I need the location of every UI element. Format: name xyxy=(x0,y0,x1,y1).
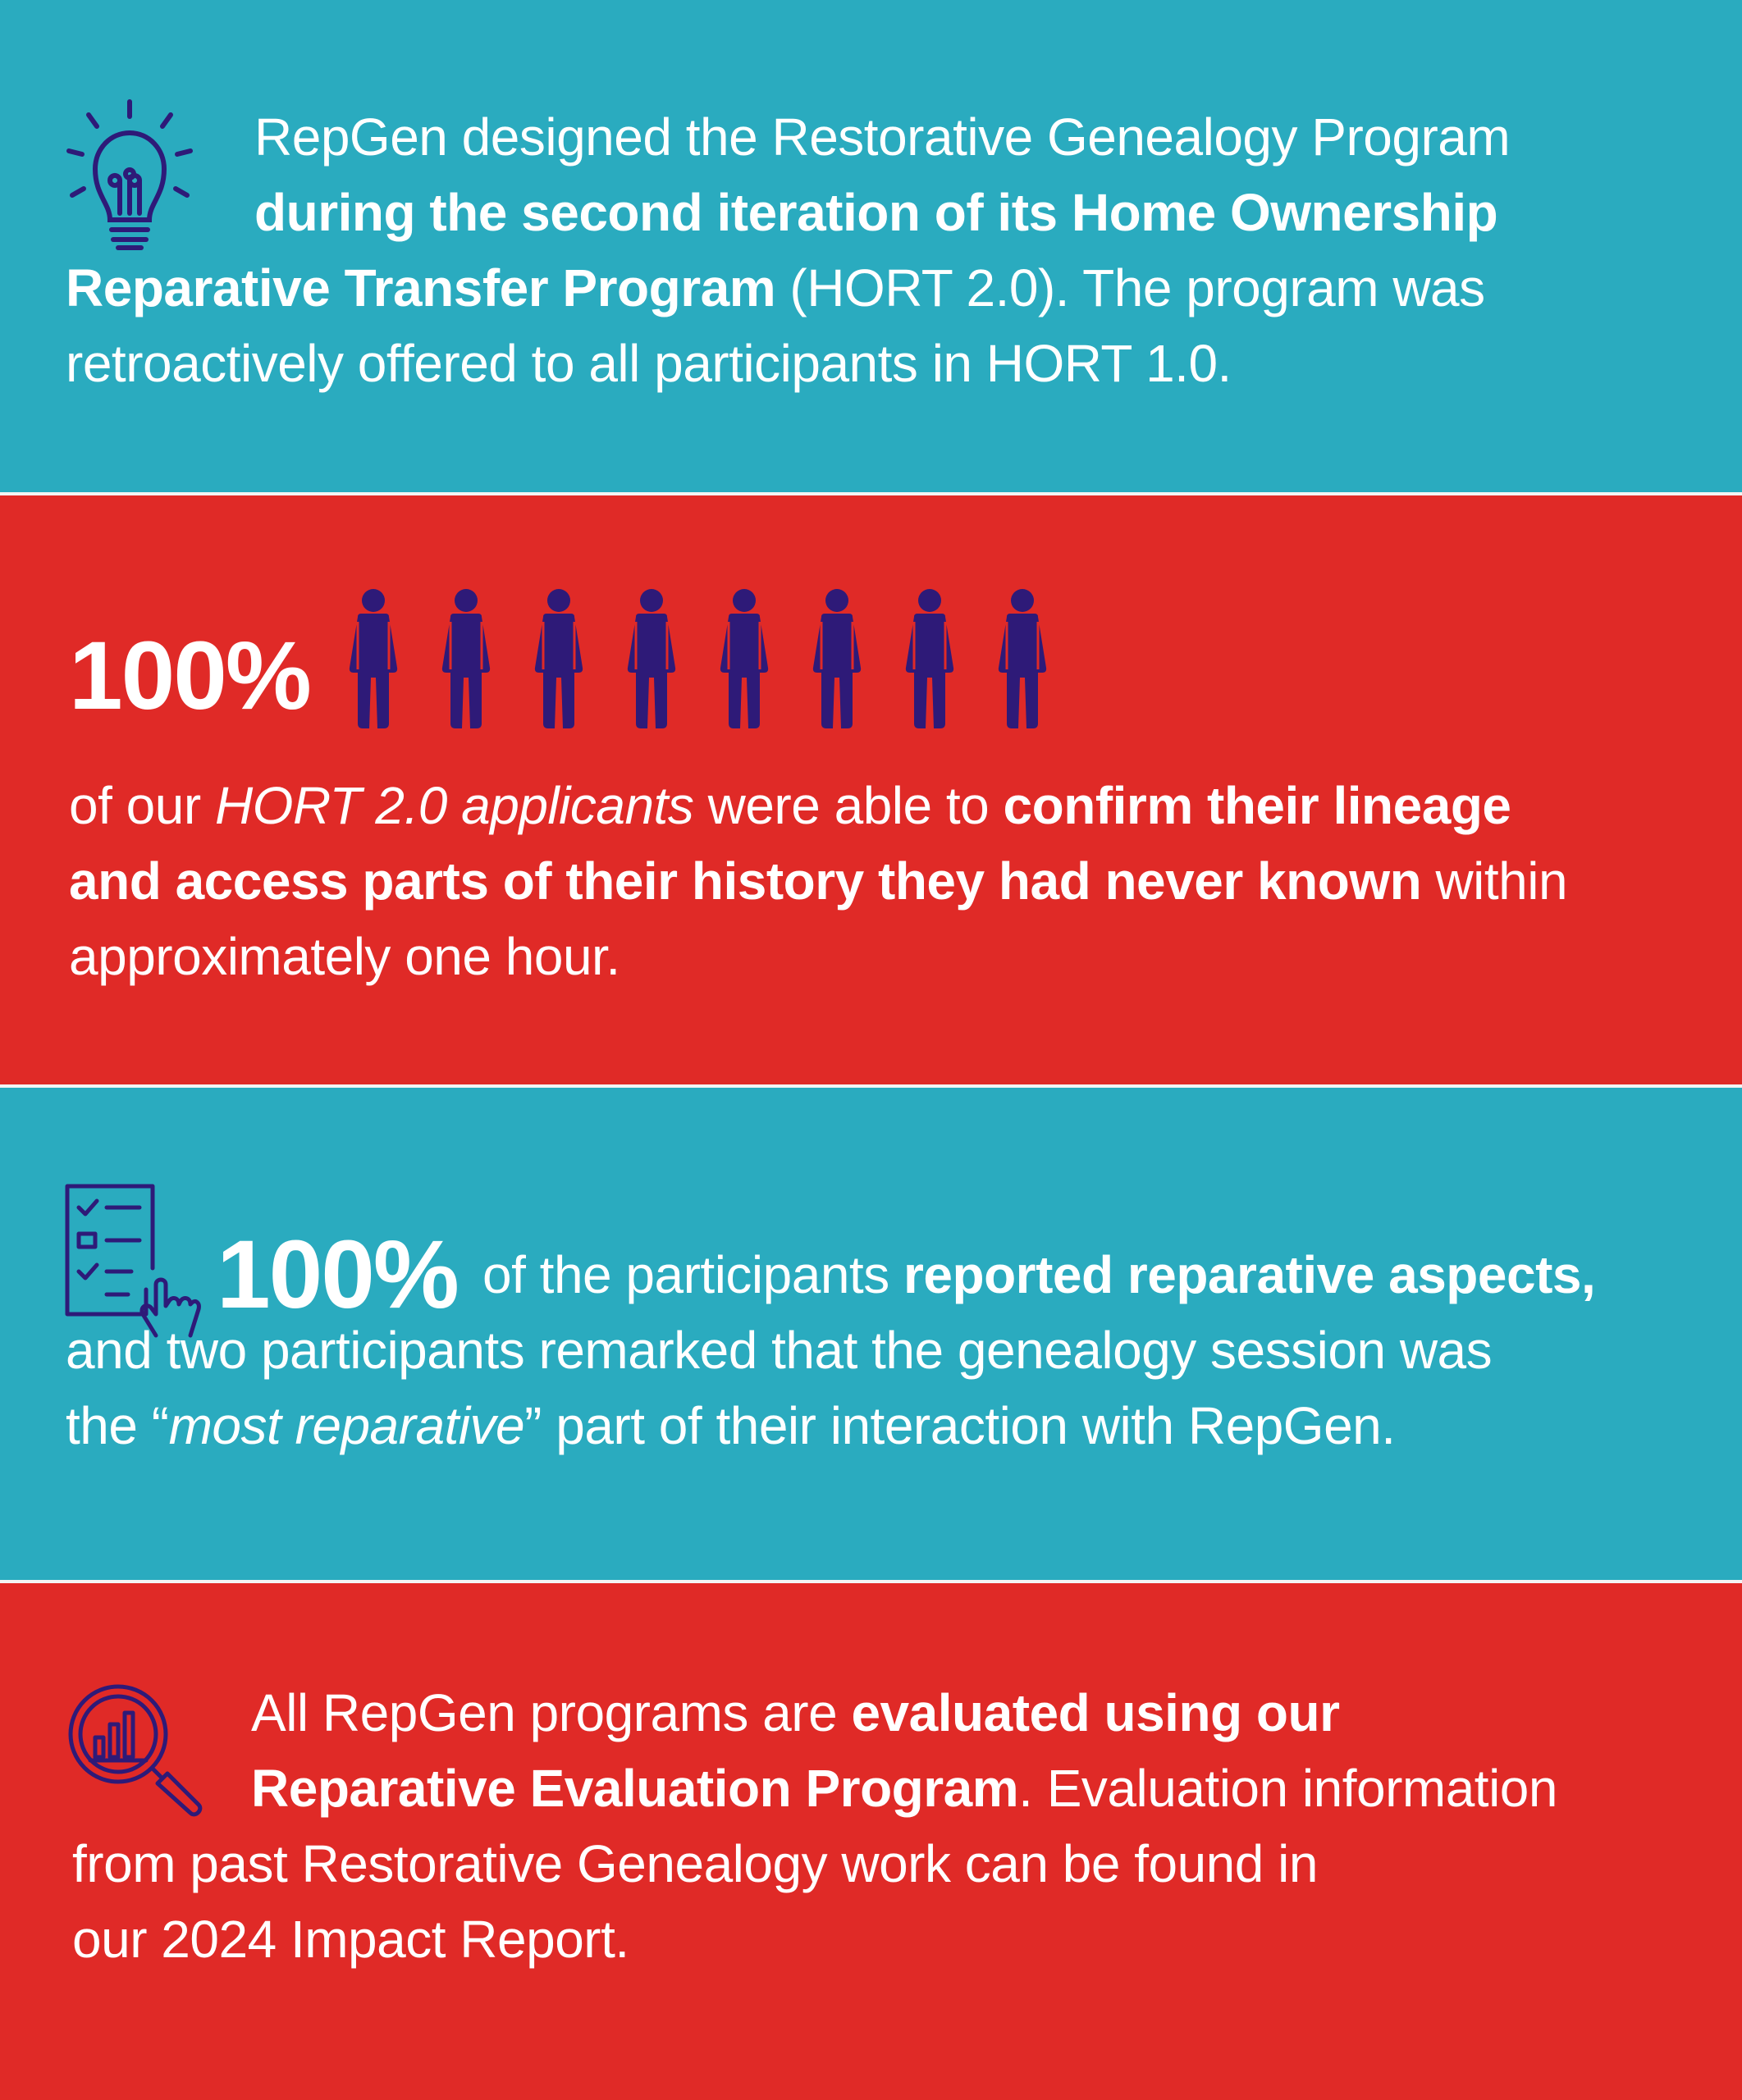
reparative-text-1: of the participants xyxy=(482,1245,889,1304)
person-icon xyxy=(530,589,588,728)
evaluation-text-2: . Evaluation information xyxy=(1018,1759,1557,1818)
section-evaluation xyxy=(0,1583,1742,2100)
person-icon xyxy=(994,589,1051,728)
intro-bold-2: Reparative Transfer Program xyxy=(66,258,776,317)
reparative-italic: most reparative xyxy=(168,1396,525,1455)
reparative-text-2: and two participants remarked that the genealogy session was xyxy=(66,1321,1493,1380)
person-icon xyxy=(623,589,680,728)
evaluation-bold-2: Reparative Evaluation Program xyxy=(251,1759,1019,1818)
section-intro xyxy=(0,0,1742,492)
person-icon xyxy=(437,589,495,728)
evaluation-text-3: from past Restorative Genealogy work can be found in xyxy=(72,1834,1318,1893)
reparative-text xyxy=(66,1237,1707,1463)
section-lineage xyxy=(0,495,1742,1084)
lineage-bold-1: confirm their lineage xyxy=(1003,776,1511,835)
reparative-text-4: ” part of their interaction with RepGen. xyxy=(524,1396,1396,1455)
lineage-text-1: of our xyxy=(69,776,201,835)
reparative-stat: 100% xyxy=(217,1221,458,1329)
intro-bold-1: during the second iteration of its Home Ownership xyxy=(254,183,1498,242)
lineage-bold-2: and access parts of their history they had never known xyxy=(69,851,1422,911)
person-icon xyxy=(345,589,402,728)
intro-text xyxy=(66,99,1690,401)
person-icon xyxy=(901,589,958,728)
evaluation-text-1: All RepGen programs are xyxy=(251,1683,838,1742)
lineage-text-3: within xyxy=(1435,851,1568,911)
evaluation-text xyxy=(72,1675,1697,1977)
intro-line-1: RepGen designed the Restorative Genealogy Program xyxy=(254,107,1511,167)
person-icon xyxy=(808,589,866,728)
section-reparative xyxy=(0,1088,1742,1580)
intro-line-2: (HORT 2.0). The program was xyxy=(789,258,1485,317)
lineage-italic: HORT 2.0 applicants xyxy=(214,776,694,835)
evaluation-text-4: our 2024 Impact Report. xyxy=(72,1910,629,1969)
reparative-bold: reported reparative aspects, xyxy=(903,1245,1596,1304)
lineage-stat: 100% xyxy=(69,622,310,730)
evaluation-bold-1: evaluated using our xyxy=(851,1683,1340,1742)
person-icon xyxy=(716,589,773,728)
lineage-text xyxy=(69,768,1694,994)
lineage-text-4: approximately one hour. xyxy=(69,927,620,986)
reparative-text-3: the “ xyxy=(66,1396,169,1455)
intro-line-3: retroactively offered to all participants in HORT 1.0. xyxy=(66,334,1232,393)
lineage-text-2: were able to xyxy=(707,776,990,835)
